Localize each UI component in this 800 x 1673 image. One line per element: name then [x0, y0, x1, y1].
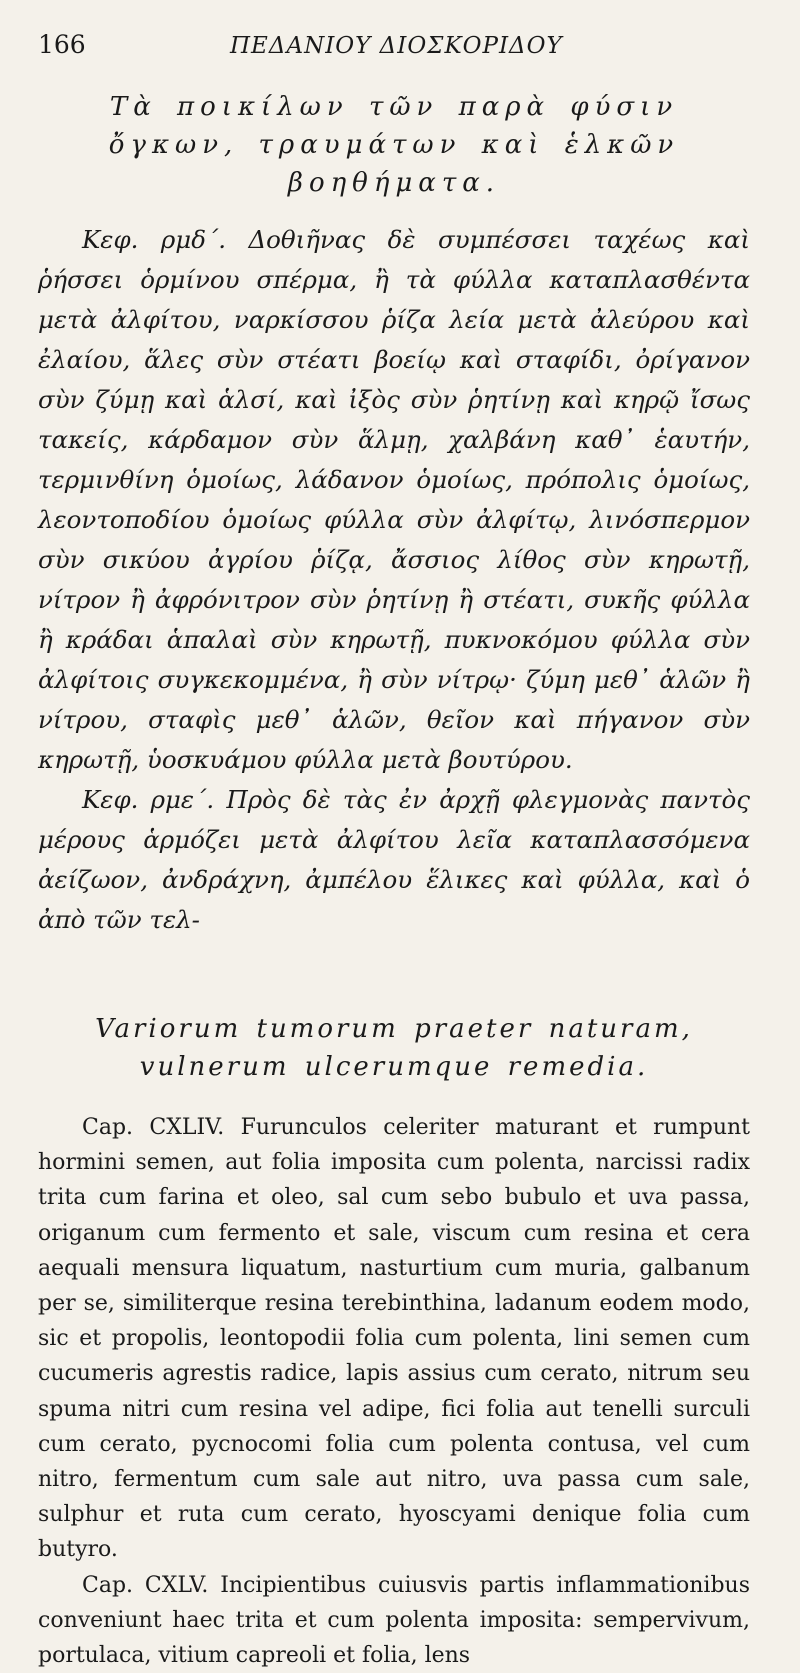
latin-text-block [38, 1110, 750, 1673]
greek-paragraph-145: Κεφ. ρμε΄. Πρὸς δὲ τὰς ἐν ἀρχῇ φλεγμονὰς παντὸς μέρους ἁρμόζει μετὰ ἀλφίτου λεῖα καταπλασσόμενα ἀείζωον, ἀνδράχνη, ἀμπέλου ἕλικες καὶ φύλλα, καὶ ὁ ἀπὸ τῶν τελ- [38, 785, 750, 934]
latin-paragraph-145: Cap. CXLV. Incipientibus cuiusvis partis inflammationibus conveniunt haec trita et cum polenta imposita: sempervivum, portulaca, vitium capreoli et folia, lens [38, 1572, 750, 1669]
page-number: 166 [38, 30, 86, 59]
greek-section-heading: Τὰ ποικίλων τῶν παρὰ φύσιν ὄγκων, τραυμάτων καὶ ἑλκῶν βοηθήματα. [108, 92, 680, 198]
running-title: ΠΕΔΑΝΙΟΥ ΔΙΟΣΚΟΡΙΔΟΥ [230, 33, 563, 59]
greek-text-block [38, 220, 750, 940]
running-head [38, 30, 750, 70]
greek-paragraph-144: Κεφ. ρμδ΄. Δοθιῆνας δὲ συμπέσσει ταχέως καὶ ῥήσσει ὁρμίνου σπέρμα, ἢ τὰ φύλλα καταπλασθέντα μετὰ ἀλφίτου, ναρκίσσου ῥίζα λεία μετὰ ἀλεύρου καὶ ἐλαίου, ἅλες σὺν στέατι βοείῳ καὶ σταφίδι, ὀρίγανον σὺν ζύμῃ καὶ ἁλσί, καὶ ἰξὸς σὺν ῥητίνῃ καὶ κηρῷ ἴσως τακείς, κάρδαμον σὺν ἅλμῃ, χαλβάνη καθ᾿ ἑαυτήν, τερμινθίνη ὁμοίως, λάδανον ὁμοίως, πρόπολις ὁμοίως, λεοντοποδίου ὁμοίως φύλλα σὺν ἀλφίτῳ, λινόσπερμον σὺν σικύου ἀγρίου ῥίζᾳ, ἄσσιος λίθος σὺν κηρωτῇ, νίτρον ἢ ἀφρόνιτρον σὺν ῥητίνῃ ἢ στέατι, συκῆς φύλλα ἢ κράδαι ἁπαλαὶ σὺν κηρωτῇ, πυκνοκόμου φύλλα σὺν ἀλφίτοις συγκεκομμένα, ἢ σὺν νίτρῳ· ζύμη μεθ᾿ ἁλῶν ἢ νίτρου, σταφὶς μεθ᾿ ἁλῶν, θεῖον καὶ πήγανον σὺν κηρωτῇ, ὑοσκυάμου φύλλα μετὰ βουτύρου. [38, 225, 750, 774]
latin-paragraph-144: Cap. CXLIV. Furunculos celeriter maturant et rumpunt hormini semen, aut folia imposita cum polenta, narcissi radix trita cum farina et oleo, sal cum sebo bubulo et uva passa, origanum cum fermento et sale, viscum cum resina et cera aequali mensura liquatum, nasturtium cum muria, galbanum per se, similiterque resina terebinthina, ladanum eodem modo, sic et propolis, leontopodii folia cum polenta, lini semen cum cucumeris agrestis radice, lapis assius cum cerato, nitrum seu spuma nitri cum resina vel adipe, fici folia aut tenelli surculi cum cerato, pycnocomi folia cum polenta contusa, vel cum nitro, fermentum cum sale aut nitro, uva passa cum sale, sulphur et ruta cum cerato, hyoscyami denique folia cum butyro. [38, 1115, 750, 1563]
latin-section-heading: Variorum tumorum praeter naturam, vulnerum ulcerumque remedia. [95, 1014, 693, 1082]
